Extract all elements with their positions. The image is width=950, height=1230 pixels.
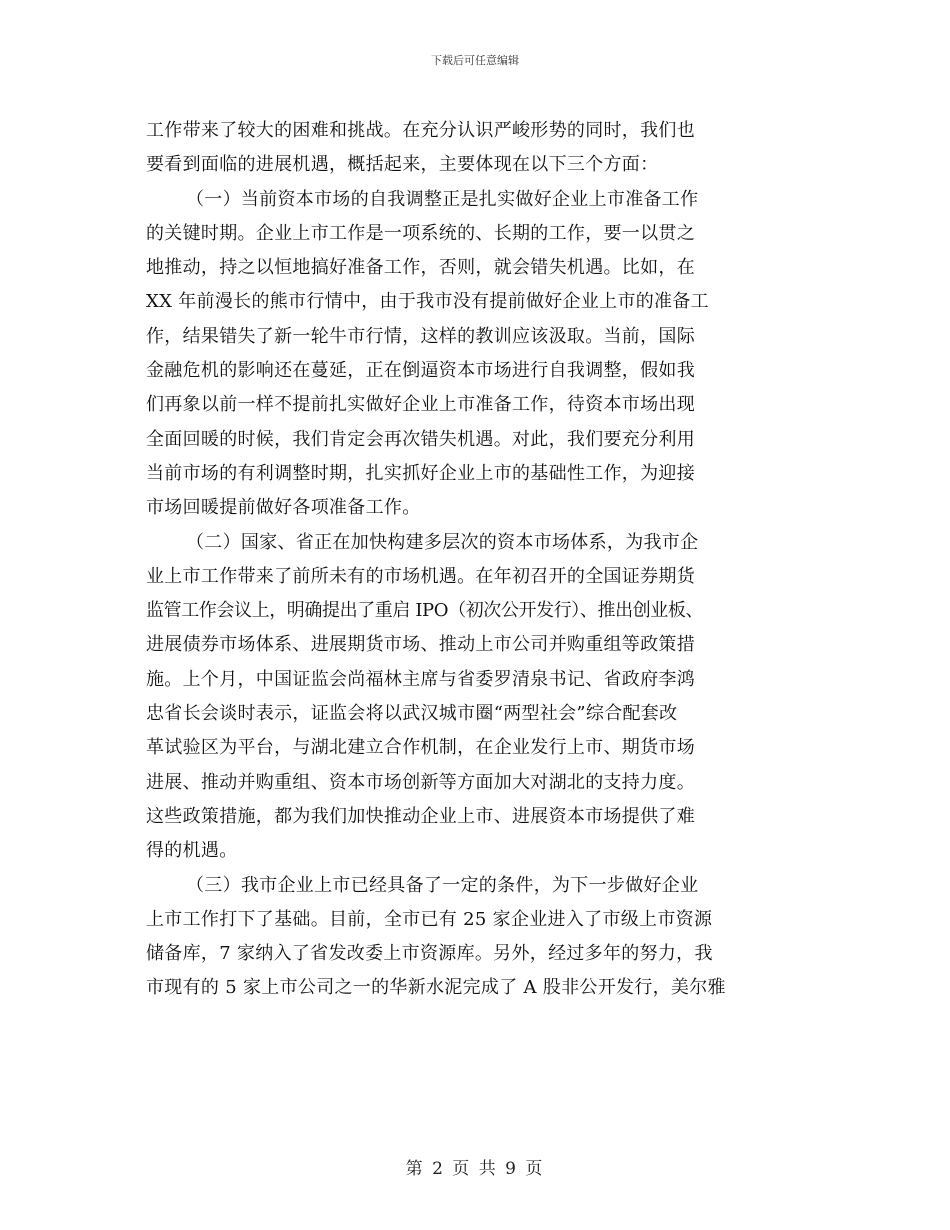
text-line: 监管工作会议上，明确提出了重启 IPO（初次公开发行）、推出创业板、: [146, 600, 704, 622]
text-line: 业上市工作带来了前所未有的市场机遇。在年初召开的全国证券期货: [146, 565, 695, 587]
text-line: 全面回暖的时候，我们肯定会再次错失机遇。对此，我们要充分利用: [146, 428, 695, 450]
text-line: 要看到面临的进展机遇，概括起来，主要体现在以下三个方面：: [146, 154, 659, 176]
text-line: 储备库，7 家纳入了省发改委上市资源库。另外，经过多年的努力，我: [146, 943, 713, 965]
text-line: 上市工作打下了基础。目前，全市已有 25 家企业进入了市级上市资源: [146, 908, 713, 930]
text-line: 金融危机的影响还在蔓延，正在倒逼资本市场进行自我调整，假如我: [146, 360, 695, 382]
text-line: 当前市场的有利调整时期，扎实抓好企业上市的基础性工作，为迎接: [146, 462, 695, 484]
text-line: 这些政策措施，都为我们加快推动企业上市、进展资本市场提供了难: [146, 805, 695, 827]
text-line: 地推动，持之以恒地搞好准备工作，否则，就会错失机遇。比如，在: [146, 257, 695, 279]
text-line: 的关键时期。企业上市工作是一项系统的、长期的工作，要一以贯之: [146, 222, 695, 244]
text-line: 得的机遇。: [146, 840, 238, 862]
paragraph-start-line: （一）当前资本市场的自我调整正是扎实做好企业上市准备工作: [186, 188, 699, 210]
text-line: XX 年前漫长的熊市行情中，由于我市没有提前做好企业上市的准备工: [146, 291, 709, 313]
text-line: 进展债券市场体系、进展期货市场、推动上市公司并购重组等政策措: [146, 634, 695, 656]
page-number-footer: 第 2 页 共 9 页: [405, 1159, 545, 1179]
document-body: [146, 114, 826, 1006]
text-line: 施。上个月，中国证监会尚福林主席与省委罗清泉书记、省政府李鸿: [146, 668, 695, 690]
text-line: 工作带来了较大的困难和挑战。在充分认识严峻形势的同时，我们也: [146, 120, 695, 141]
paragraph-start-line: （二）国家、省正在加快构建多层次的资本市场体系，为我市企: [186, 531, 699, 553]
page-header: 下载后可任意编辑: [431, 54, 519, 67]
text-line: 革试验区为平台，与湖北建立合作机制，在企业发行上市、期货市场: [146, 737, 695, 759]
text-line: 忠省长会谈时表示，证监会将以武汉城市圈“两型社会”综合配套改: [146, 703, 678, 725]
paragraph-start-line: （三）我市企业上市已经具备了一定的条件，为下一步做好企业: [186, 874, 699, 896]
text-line: 作，结果错失了新一轮牛市行情，这样的教训应该汲取。当前，国际: [146, 325, 695, 347]
text-line: 进展、推动并购重组、资本市场创新等方面加大对湖北的支持力度。: [146, 771, 695, 793]
text-line: 市场回暖提前做好各项准备工作。: [146, 497, 421, 519]
text-line: 市现有的 5 家上市公司之一的华新水泥完成了 A 股非公开发行，美尔雅: [146, 977, 726, 999]
text-line: 们再象以前一样不提前扎实做好企业上市准备工作，待资本市场出现: [146, 394, 695, 416]
